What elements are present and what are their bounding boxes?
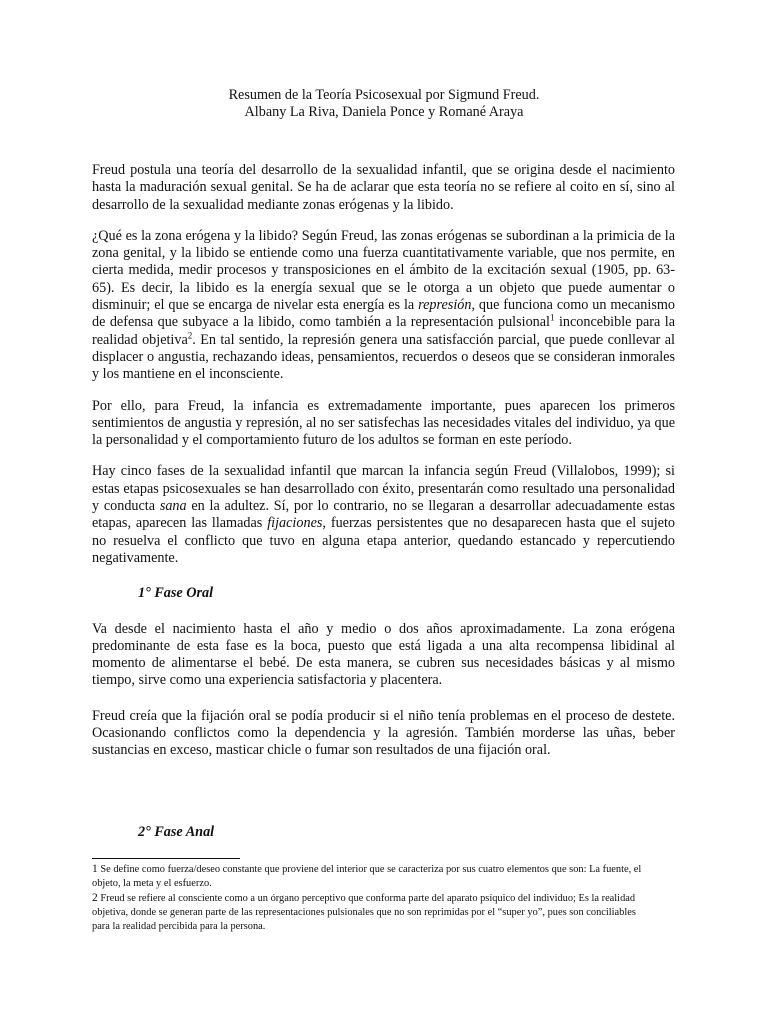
heading-fase-oral: 1° Fase Oral xyxy=(138,585,214,602)
paragraph-intro: Freud postula una teoría del desarrollo de la sexualidad infantil, que se origina desde el nacimiento hasta la maduración sexual genital. Se ha de aclarar que esta teoría no se refiere al coito en sí, sino al desarrollo de la sexualidad mediante zonas erógenas y la libido. xyxy=(92,162,675,213)
term-sana: sana xyxy=(159,498,187,515)
footnote-ref-1: 1 xyxy=(550,312,555,323)
heading-fase-anal: 2° Fase Anal xyxy=(138,824,215,840)
title-block xyxy=(0,87,768,121)
footnote-divider xyxy=(92,858,240,859)
paragraph-oral-1: Va desde el nacimiento hasta el año y medio o dos años aproximadamente. La zona erógena predominante de esta fase es la boca, puesto que está ligada a una alta recompensa libidinal al momento de alimentarse el bebé. De esta manera, se cubren sus necesidades básicas y al mismo tiempo, sirve como una experiencia satisfactoria y placentera. xyxy=(92,620,675,689)
paragraph-fases: Hay cinco fases de la sexualidad infantil que marcan la infancia según Freud (Villalobos, 1999); si estas etapas psicosexuales se han desarrollado con éxito, presentarán como resultado una personalidad y conducta sana en la adultez. Sí, por lo contrario, no se llegaran a desarrollar adecuadamente estas etapas, aparecen las llamadas fijaciones, fuerzas persistentes que no desaparecen hasta que el sujeto no resuelva el conflicto que tuvo en alguna etapa anterior, quedando estancado y repercutiendo negativamente. xyxy=(92,463,675,566)
footnotes xyxy=(92,862,648,934)
paragraph-oral-2: Freud creía que la fijación oral se podía producir si el niño tenía problemas en el proceso de destete. Ocasionando conflictos como la dependencia y la agresión. También morderse las uñas, beber sustancias en exceso, masticar chicle o fumar son resultados de una fijación oral. xyxy=(92,707,675,759)
paragraph-infancia: Por ello, para Freud, la infancia es extremadamente importante, pues aparecen los primeros sentimientos de angustia y represión, al no ser satisfechas las necesidades vitales del individuo, ya que la personalidad y el comportamiento futuro de los adultos se forman en este período. xyxy=(92,397,675,449)
term-represion: represión xyxy=(418,297,472,314)
footnote-ref-2: 2 xyxy=(187,329,193,340)
document-authors: Albany La Riva, Daniela Ponce y Romané Araya xyxy=(244,104,524,120)
term-fijaciones: fijaciones xyxy=(267,515,323,532)
document-body xyxy=(92,162,675,774)
paragraph-libido: ¿Qué es la zona erógena y la libido? Según Freud, las zonas erógenas se subordinan a la primicia de la zona genital, y la libido se entiende como una fuerza cuantitativamente variable, que nos permite, en cierta medida, medir procesos y transposiciones en el ámbito de la excitación sexual (1905, pp. 63-65). Es decir, la libido es la energía sexual que se le otorga a un objeto que puede aumentar o disminuir; el que se encarga de nivelar esta energía es la represión, que funciona como un mecanismo de defensa que subyace a la libido, como también a la representación pulsional$^1$ inconcebible para la realidad objetiva$^2$. En tal sentido, la represión genera una satisfacción parcial, que puede conllevar al displacer o angustia, rechazando ideas, pensamientos, recuerdos o deseos que se consideran inmorales y los mantiene en el inconsciente. xyxy=(92,227,675,383)
document-title: Resumen de la Teoría Psicosexual por Sigmund Freud. xyxy=(228,87,540,103)
footnote-1: 1 Se define como fuerza/deseo constante que proviene del interior que se caracteriza por sus cuatro elementos que son: La fuente, el objeto, la meta y el esfuerzo. xyxy=(92,863,642,890)
footnote-2: 2 Freud se refiere al consciente como a un órgano perceptivo que conforma parte del aparato psíquico del individuo; Es la realidad objetiva, donde se generan parte de las representaciones pulsionales que no son reprimidas por el “super yo”, pues son conciliables para la realidad percibida para la persona. xyxy=(92,892,636,933)
